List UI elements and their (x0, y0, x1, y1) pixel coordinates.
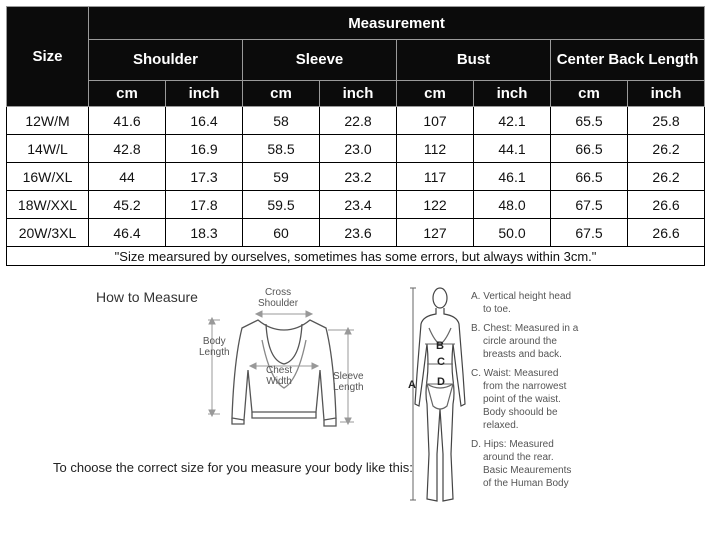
value-cell: 16.9 (166, 135, 243, 163)
table-row (7, 163, 705, 191)
unit-header: inch (474, 81, 551, 107)
how-to-measure-section (0, 270, 711, 547)
size-header: Size (7, 7, 89, 107)
measure-letter-a: A (408, 379, 416, 391)
choose-size-instruction: To choose the correct size for you measure your body like this: (53, 460, 413, 475)
value-cell: 44.1 (474, 135, 551, 163)
size-cell: 18W/XXL (7, 191, 89, 219)
note-b: B. Chest: Measured in a circle around the breasts and back. (471, 323, 579, 360)
value-cell: 127 (397, 219, 474, 247)
value-cell: 23.0 (320, 135, 397, 163)
shoulder-header: Shoulder (89, 40, 243, 81)
bust-header: Bust (397, 40, 551, 81)
table-row (7, 135, 705, 163)
unit-header: inch (166, 81, 243, 107)
sleeve-length-label: Sleeve Length (333, 371, 364, 393)
cross-shoulder-label: Cross Shoulder (258, 287, 299, 309)
value-cell: 67.5 (551, 191, 628, 219)
note-c: C. Waist: Measured from the narrowest point of the waist. Body shoould be relaxed. (471, 368, 567, 431)
value-cell: 58.5 (243, 135, 320, 163)
center-back-length-header: Center Back Length (551, 40, 705, 81)
note-a: A. Vertical height head to toe. (471, 291, 572, 315)
value-cell: 59.5 (243, 191, 320, 219)
value-cell: 42.8 (89, 135, 166, 163)
measurement-notes (471, 290, 601, 496)
unit-header: cm (551, 81, 628, 107)
note-d: D. Hips: Measured around the rear. Basic Meaurements of the Human Body (471, 439, 572, 489)
table-row (7, 219, 705, 247)
value-cell: 65.5 (551, 107, 628, 135)
measurement-header: Measurement (89, 7, 705, 40)
value-cell: 48.0 (474, 191, 551, 219)
value-cell: 23.4 (320, 191, 397, 219)
size-cell: 12W/M (7, 107, 89, 135)
table-row (7, 107, 705, 135)
how-to-measure-title: How to Measure (96, 289, 198, 305)
value-cell: 23.6 (320, 219, 397, 247)
value-cell: 44 (89, 163, 166, 191)
value-cell: 42.1 (474, 107, 551, 135)
measurement-note: "Size mearsured by ourselves, sometimes has some errors, but always within 3cm." (7, 247, 705, 266)
value-cell: 66.5 (551, 163, 628, 191)
size-cell: 14W/L (7, 135, 89, 163)
value-cell: 46.4 (89, 219, 166, 247)
value-cell: 18.3 (166, 219, 243, 247)
body-length-label: Body Length (199, 336, 230, 358)
value-cell: 59 (243, 163, 320, 191)
value-cell: 17.3 (166, 163, 243, 191)
value-cell: 16.4 (166, 107, 243, 135)
value-cell: 26.2 (628, 135, 705, 163)
table-row (7, 191, 705, 219)
value-cell: 41.6 (89, 107, 166, 135)
chest-width-label: Chest Width (266, 365, 293, 387)
measure-letter-d: D (437, 376, 445, 388)
unit-header: cm (243, 81, 320, 107)
measure-letter-b: B (436, 340, 444, 352)
value-cell: 25.8 (628, 107, 705, 135)
unit-header: cm (89, 81, 166, 107)
human-body-diagram-icon (405, 284, 475, 514)
size-cell: 20W/3XL (7, 219, 89, 247)
measure-letter-c: C (437, 356, 445, 368)
unit-header: cm (397, 81, 474, 107)
value-cell: 26.6 (628, 191, 705, 219)
value-cell: 17.8 (166, 191, 243, 219)
unit-header: inch (320, 81, 397, 107)
value-cell: 26.2 (628, 163, 705, 191)
unit-header: inch (628, 81, 705, 107)
value-cell: 23.2 (320, 163, 397, 191)
sleeve-header: Sleeve (243, 40, 397, 81)
size-chart-table (6, 6, 705, 266)
value-cell: 112 (397, 135, 474, 163)
value-cell: 22.8 (320, 107, 397, 135)
value-cell: 26.6 (628, 219, 705, 247)
value-cell: 122 (397, 191, 474, 219)
value-cell: 66.5 (551, 135, 628, 163)
size-cell: 16W/XL (7, 163, 89, 191)
value-cell: 50.0 (474, 219, 551, 247)
value-cell: 60 (243, 219, 320, 247)
value-cell: 107 (397, 107, 474, 135)
value-cell: 67.5 (551, 219, 628, 247)
value-cell: 117 (397, 163, 474, 191)
value-cell: 45.2 (89, 191, 166, 219)
value-cell: 58 (243, 107, 320, 135)
value-cell: 46.1 (474, 163, 551, 191)
